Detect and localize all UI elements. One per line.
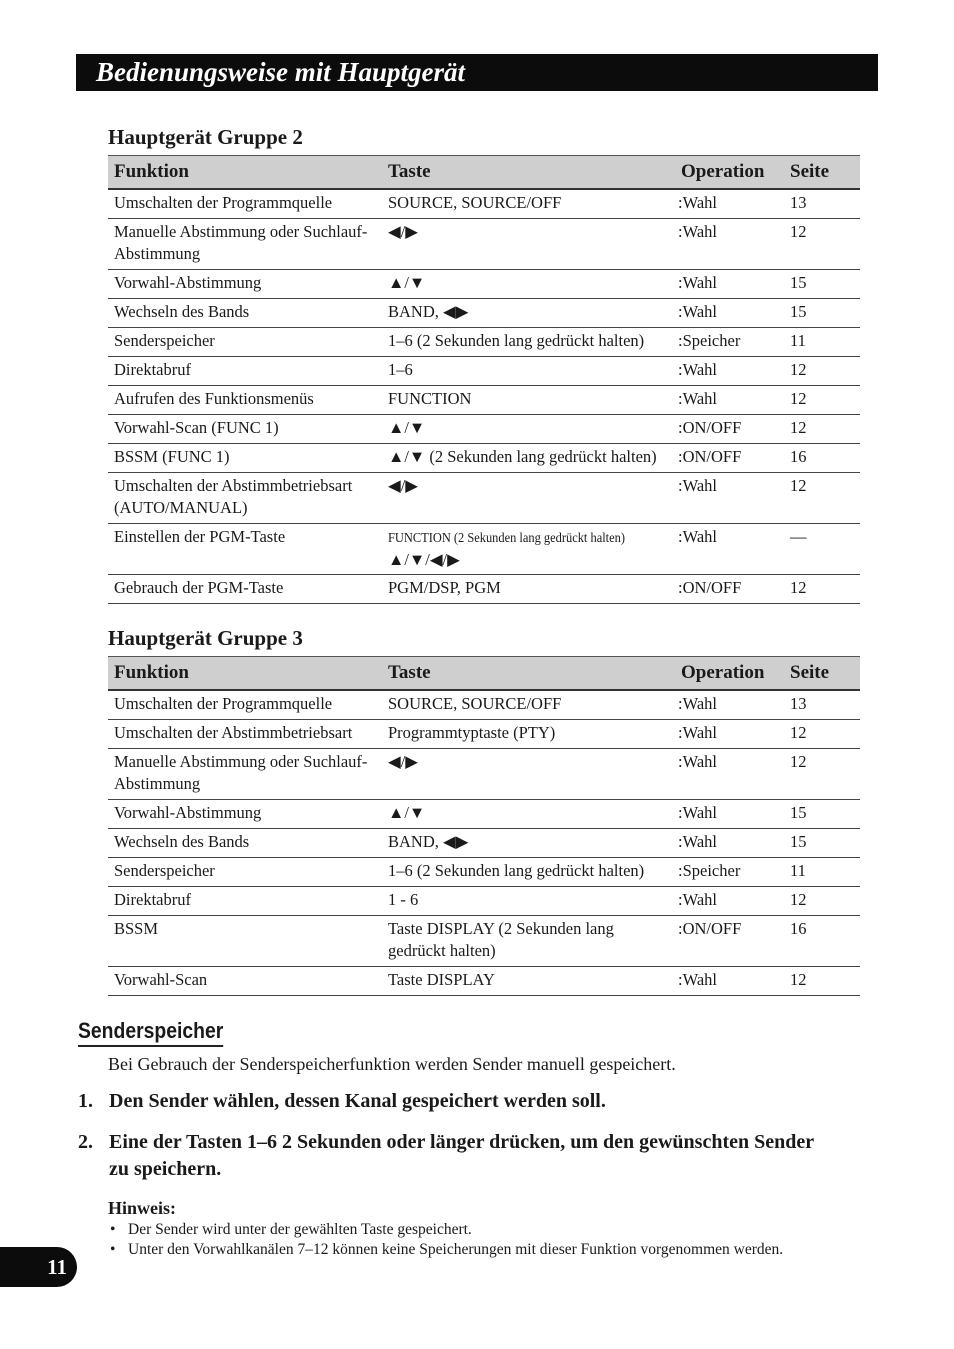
cell-taste: ◀/▶	[382, 473, 675, 524]
note-list	[108, 1220, 828, 1260]
cell-seite: 11	[786, 328, 860, 357]
cell-operation: :ON/OFF	[675, 444, 786, 473]
cell-seite: 13	[786, 690, 860, 720]
cell-funktion: Wechseln des Bands	[108, 829, 382, 858]
cell-seite: 12	[786, 749, 860, 800]
column-header-funktion: Funktion	[108, 156, 382, 190]
cell-taste: Programmtyptaste (PTY)	[382, 720, 675, 749]
step-text: Den Sender wählen, dessen Kanal gespeichert werden soll.	[109, 1090, 606, 1112]
cell-operation: :Wahl	[675, 270, 786, 299]
table-row	[108, 858, 860, 887]
table-row	[108, 219, 860, 270]
cell-funktion: Manuelle Abstimmung oder Suchlauf-Abstimmung	[108, 219, 382, 270]
step-text: Eine der Tasten 1–6 2 Sekunden oder länger drücken, um den gewünschten Sender zu speichern.	[109, 1131, 814, 1180]
cell-seite: —	[786, 524, 860, 575]
cell-operation: :Wahl	[675, 473, 786, 524]
cell-seite: 15	[786, 299, 860, 328]
group3-heading: Hauptgerät Gruppe 3	[108, 626, 303, 650]
cell-taste: ▲/▼ (2 Sekunden lang gedrückt halten)	[382, 444, 675, 473]
column-header-operation: Operation	[675, 657, 786, 691]
cell-operation: :Wahl	[675, 299, 786, 328]
cell-operation: :ON/OFF	[675, 575, 786, 604]
cell-seite: 15	[786, 800, 860, 829]
table-row	[108, 887, 860, 916]
key-arrows: ▲/▼/◀/▶	[388, 550, 460, 569]
key-label: FUNCTION (2 Sekunden lang gedrückt halten)	[388, 530, 625, 545]
table-row	[108, 967, 860, 996]
cell-taste: ▲/▼	[382, 800, 675, 829]
table-row	[108, 328, 860, 357]
cell-funktion: Senderspeicher	[108, 858, 382, 887]
note-title: Hinweis:	[108, 1198, 177, 1218]
cell-seite: 12	[786, 473, 860, 524]
cell-seite: 12	[786, 415, 860, 444]
cell-seite: 15	[786, 829, 860, 858]
cell-taste: 1–6 (2 Sekunden lang gedrückt halten)	[382, 858, 675, 887]
table-row	[108, 386, 860, 415]
table-row	[108, 720, 860, 749]
cell-taste: 1–6 (2 Sekunden lang gedrückt halten)	[382, 328, 675, 357]
cell-operation: :Wahl	[675, 967, 786, 996]
page-number: 11	[0, 1247, 77, 1287]
cell-operation: :Wahl	[675, 524, 786, 575]
cell-operation: :Wahl	[675, 386, 786, 415]
table-row	[108, 473, 860, 524]
column-header-seite: Seite	[786, 156, 860, 190]
column-header-seite: Seite	[786, 657, 860, 691]
cell-funktion: Umschalten der Abstimmbetriebsart	[108, 720, 382, 749]
cell-taste: ◀/▶	[382, 219, 675, 270]
cell-taste: SOURCE, SOURCE/OFF	[382, 189, 675, 219]
table-row	[108, 800, 860, 829]
column-header-funktion: Funktion	[108, 657, 382, 691]
table-row	[108, 415, 860, 444]
table-row	[108, 524, 860, 575]
cell-funktion: Direktabruf	[108, 357, 382, 386]
cell-taste: ▲/▼	[382, 270, 675, 299]
cell-funktion: Senderspeicher	[108, 328, 382, 357]
cell-funktion: Wechseln des Bands	[108, 299, 382, 328]
cell-taste: Taste DISPLAY (2 Sekunden lang gedrückt halten)	[382, 916, 675, 967]
cell-seite: 13	[786, 189, 860, 219]
cell-seite: 12	[786, 720, 860, 749]
bullet-icon: •	[110, 1241, 116, 1258]
cell-funktion: Gebrauch der PGM-Taste	[108, 575, 382, 604]
cell-operation: :Wahl	[675, 189, 786, 219]
cell-taste: FUNCTION	[382, 386, 675, 415]
column-header-taste: Taste	[382, 657, 675, 691]
group3-table	[108, 656, 860, 996]
cell-taste: BAND, ◀▶	[382, 829, 675, 858]
note-text: Unter den Vorwahlkanälen 7–12 können keine Speicherungen mit dieser Funktion vorgenommen werden.	[128, 1241, 784, 1258]
cell-funktion: Umschalten der Programmquelle	[108, 189, 382, 219]
column-header-taste: Taste	[382, 156, 675, 190]
table-row	[108, 299, 860, 328]
table-row	[108, 270, 860, 299]
cell-operation: :Wahl	[675, 357, 786, 386]
table-row	[108, 829, 860, 858]
cell-funktion: Umschalten der Programmquelle	[108, 690, 382, 720]
step-number: 1.	[78, 1090, 93, 1112]
cell-funktion: Aufrufen des Funktionsmenüs	[108, 386, 382, 415]
cell-operation: :Wahl	[675, 749, 786, 800]
table-row	[108, 575, 860, 604]
cell-seite: 12	[786, 386, 860, 415]
cell-operation: :Wahl	[675, 690, 786, 720]
cell-seite: 12	[786, 967, 860, 996]
cell-seite: 12	[786, 575, 860, 604]
cell-funktion: Umschalten der Abstimmbetriebsart (AUTO/MANUAL)	[108, 473, 382, 524]
cell-funktion: Vorwahl-Abstimmung	[108, 800, 382, 829]
cell-funktion: Einstellen der PGM-Taste	[108, 524, 382, 575]
cell-taste: 1–6	[382, 357, 675, 386]
cell-funktion: BSSM (FUNC 1)	[108, 444, 382, 473]
note-text: Der Sender wird unter der gewählten Taste gespeichert.	[128, 1221, 472, 1238]
cell-operation: :Wahl	[675, 219, 786, 270]
note-item	[108, 1240, 828, 1260]
cell-funktion: Manuelle Abstimmung oder Suchlauf-Abstimmung	[108, 749, 382, 800]
cell-taste: BAND, ◀▶	[382, 299, 675, 328]
cell-funktion: Vorwahl-Scan (FUNC 1)	[108, 415, 382, 444]
bullet-icon: •	[110, 1221, 116, 1238]
table-row	[108, 690, 860, 720]
cell-seite: 11	[786, 858, 860, 887]
table-row	[108, 749, 860, 800]
cell-taste: Taste DISPLAY	[382, 967, 675, 996]
cell-taste: 1 - 6	[382, 887, 675, 916]
senderspeicher-intro: Bei Gebrauch der Senderspeicherfunktion werden Sender manuell gespeichert.	[108, 1054, 676, 1074]
step-number: 2.	[78, 1131, 93, 1153]
table-row	[108, 916, 860, 967]
cell-seite: 15	[786, 270, 860, 299]
cell-taste: PGM/DSP, PGM	[382, 575, 675, 604]
table-row	[108, 189, 860, 219]
column-header-operation: Operation	[675, 156, 786, 190]
senderspeicher-heading: Senderspeicher	[78, 1018, 223, 1047]
table-header-row	[108, 156, 860, 190]
group2-heading: Hauptgerät Gruppe 2	[108, 125, 303, 149]
step-item	[78, 1129, 838, 1183]
cell-operation: :Wahl	[675, 829, 786, 858]
cell-funktion: Direktabruf	[108, 887, 382, 916]
cell-seite: 16	[786, 444, 860, 473]
note-item	[108, 1220, 828, 1240]
cell-taste	[382, 524, 675, 575]
cell-operation: :Wahl	[675, 800, 786, 829]
cell-seite: 12	[786, 219, 860, 270]
cell-operation: :Wahl	[675, 720, 786, 749]
page-title: Bedienungsweise mit Hauptgerät	[76, 54, 878, 91]
cell-taste: SOURCE, SOURCE/OFF	[382, 690, 675, 720]
cell-operation: :ON/OFF	[675, 415, 786, 444]
cell-taste: ◀/▶	[382, 749, 675, 800]
cell-funktion: Vorwahl-Abstimmung	[108, 270, 382, 299]
cell-seite: 12	[786, 887, 860, 916]
table-row	[108, 357, 860, 386]
group2-table	[108, 155, 860, 604]
cell-taste: ▲/▼	[382, 415, 675, 444]
cell-funktion: Vorwahl-Scan	[108, 967, 382, 996]
table-header-row	[108, 657, 860, 691]
cell-operation: :Speicher	[675, 328, 786, 357]
cell-seite: 16	[786, 916, 860, 967]
cell-operation: :Wahl	[675, 887, 786, 916]
cell-operation: :Speicher	[675, 858, 786, 887]
step-item	[78, 1088, 838, 1115]
cell-seite: 12	[786, 357, 860, 386]
cell-operation: :ON/OFF	[675, 916, 786, 967]
table-row	[108, 444, 860, 473]
cell-funktion: BSSM	[108, 916, 382, 967]
